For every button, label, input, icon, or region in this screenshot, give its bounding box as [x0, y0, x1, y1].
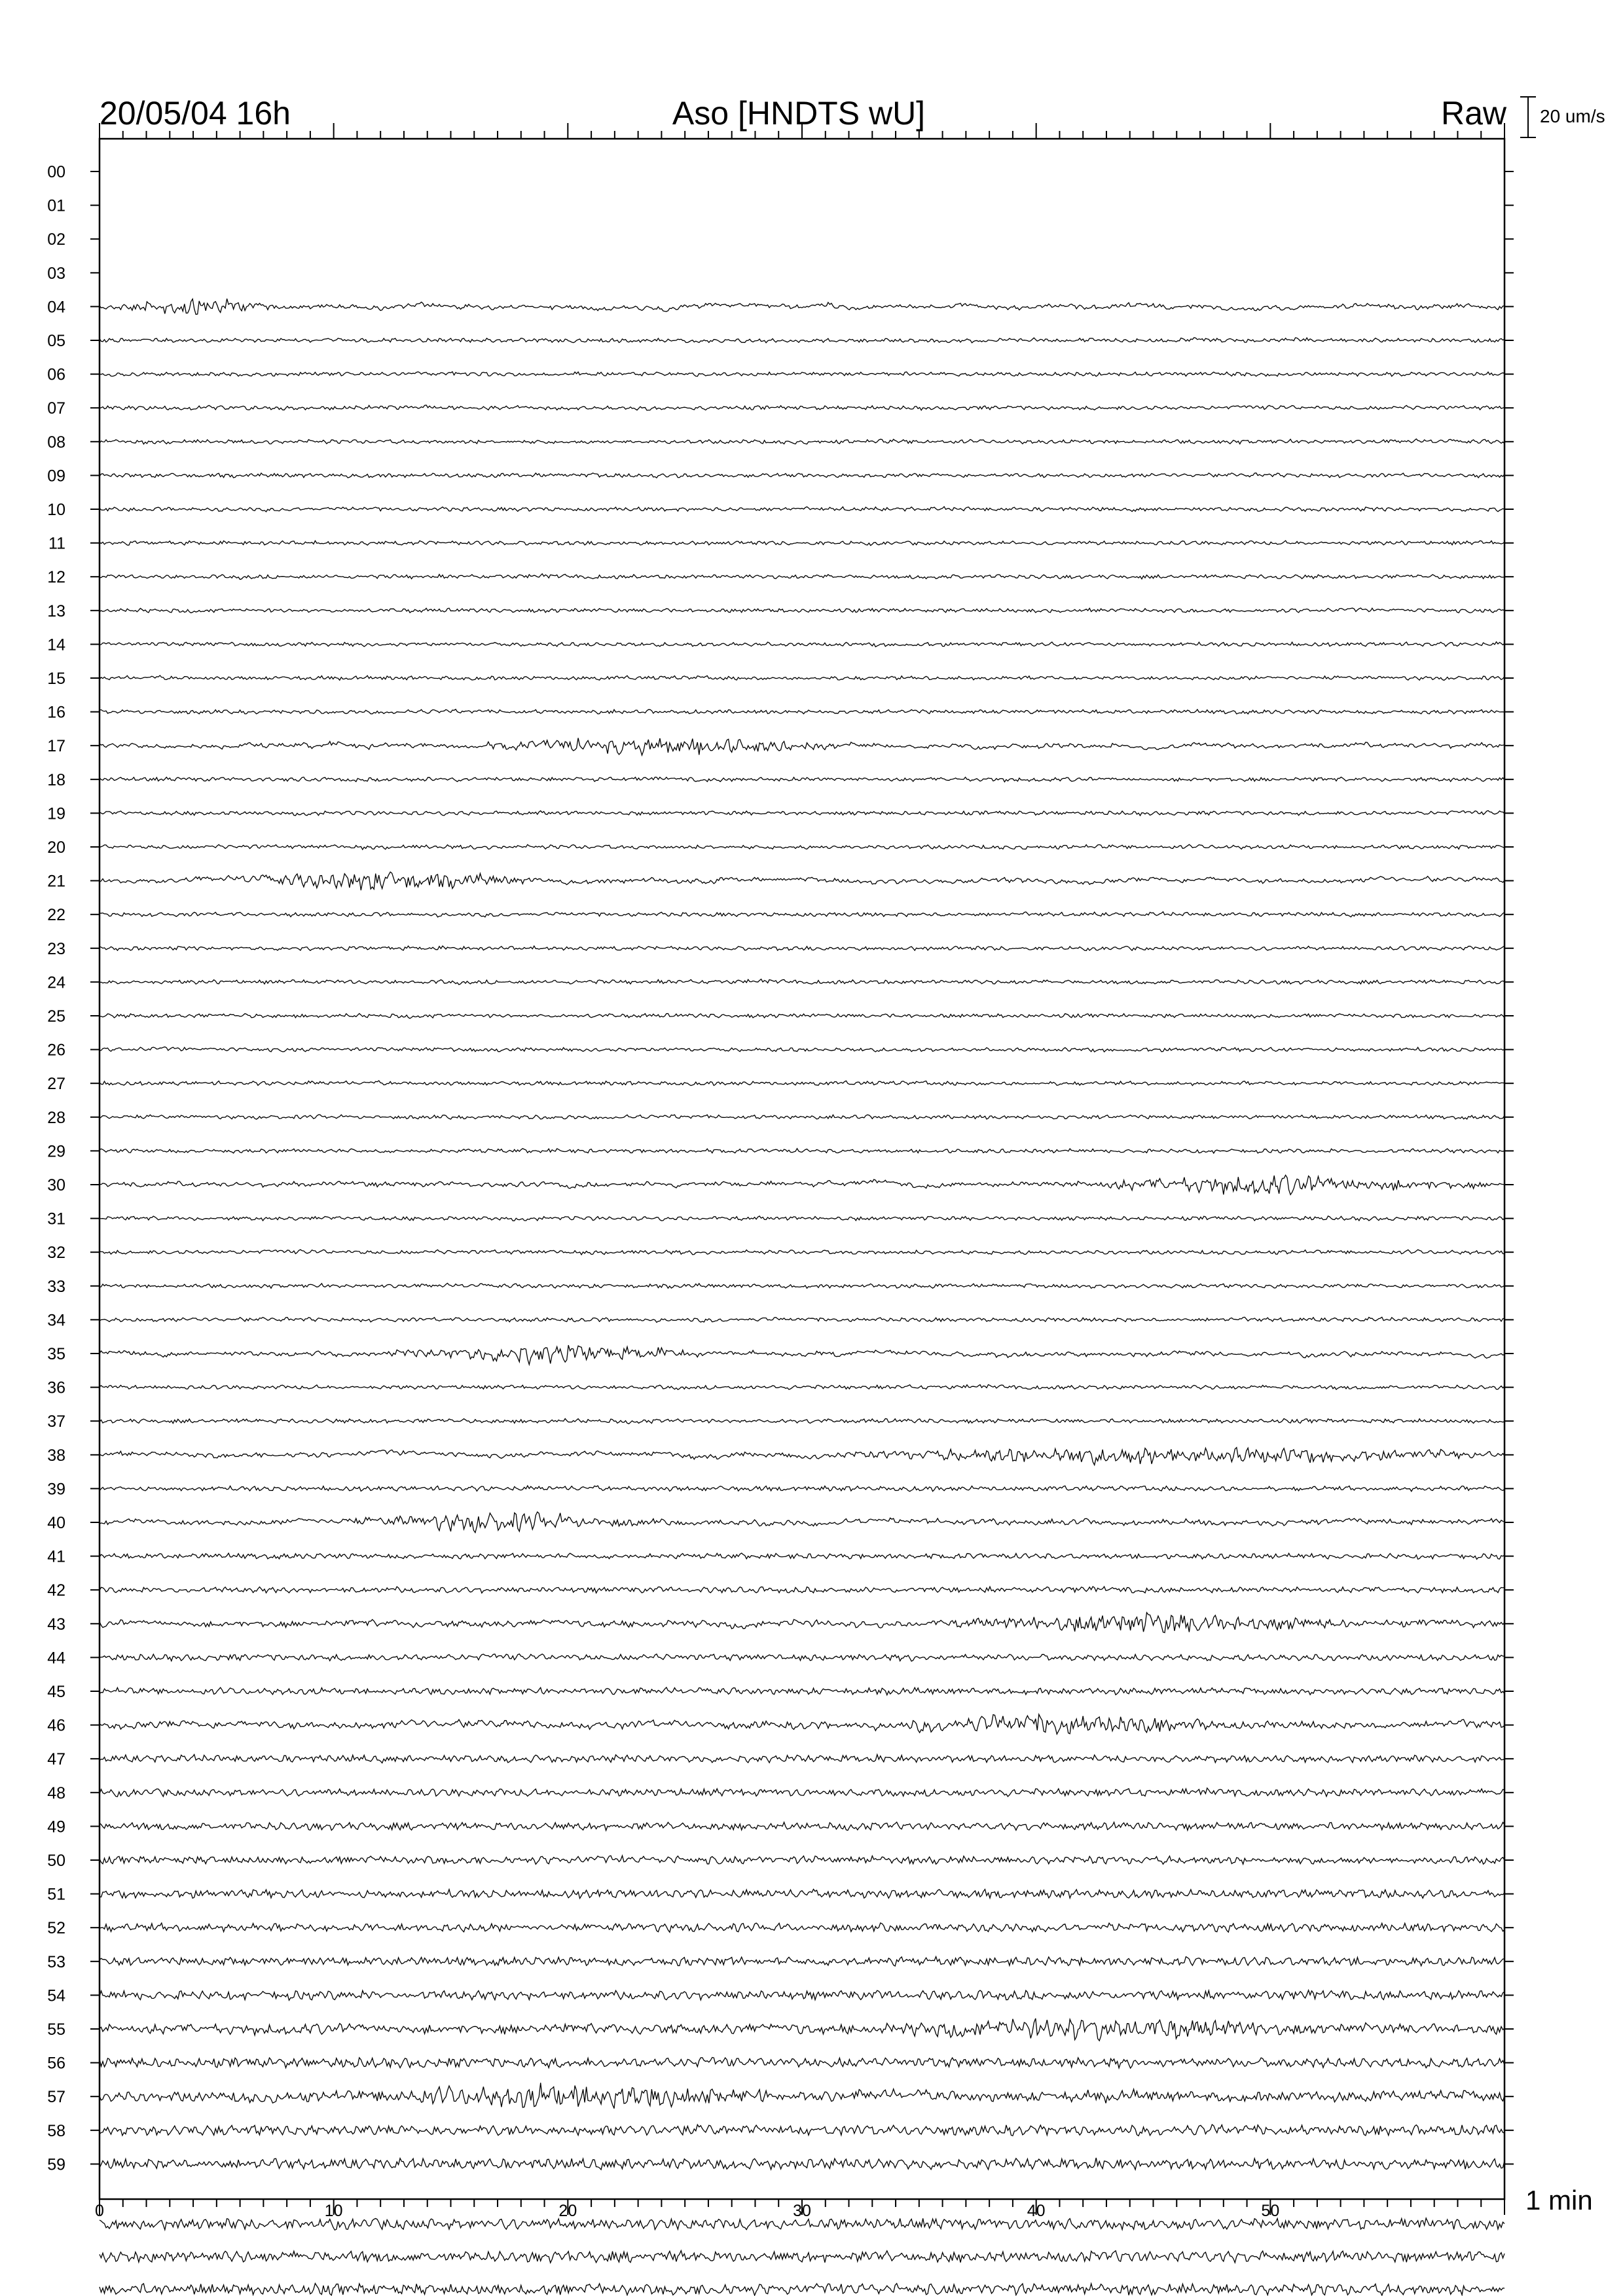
row-label: 18 — [47, 770, 65, 789]
row-label: 01 — [47, 196, 65, 215]
row-label: 59 — [47, 2155, 65, 2174]
row-label: 32 — [47, 1244, 65, 1263]
trace-53 — [100, 1957, 1504, 1966]
trace-29 — [100, 1149, 1504, 1153]
row-label: 43 — [47, 1615, 65, 1634]
row-label: 17 — [47, 737, 65, 756]
trace-40 — [100, 1512, 1504, 1533]
trace-38 — [100, 1448, 1504, 1465]
row-label: 34 — [47, 1311, 65, 1330]
trace-52 — [100, 1923, 1504, 1932]
trace-43 — [100, 1613, 1504, 1633]
trace-10 — [100, 507, 1504, 512]
trace-04 — [100, 298, 1504, 314]
row-label: 03 — [47, 264, 65, 283]
row-label: 20 — [47, 838, 65, 857]
row-label: 54 — [47, 1986, 65, 2005]
trace-05 — [100, 338, 1504, 343]
row-label: 24 — [47, 973, 65, 992]
row-label: 55 — [47, 2020, 65, 2039]
row-label: 06 — [47, 365, 65, 384]
row-label: 35 — [47, 1345, 65, 1363]
row-label: 26 — [47, 1041, 65, 1060]
row-label: 38 — [47, 1446, 65, 1465]
row-label: 10 — [47, 501, 65, 519]
row-label: 50 — [47, 1852, 65, 1870]
row-label: 09 — [47, 467, 65, 486]
row-label: 21 — [47, 872, 65, 891]
row-label: 40 — [47, 1514, 65, 1532]
trace-07 — [100, 405, 1504, 410]
trace-54 — [100, 1990, 1504, 2000]
trace-21 — [100, 872, 1504, 890]
trace-37 — [100, 1419, 1504, 1424]
trace-31 — [100, 1216, 1504, 1221]
row-label: 49 — [47, 1818, 65, 1837]
date-hour-title: 20/05/04 16h — [100, 95, 291, 132]
row-label: 12 — [47, 568, 65, 587]
trace-55 — [100, 2018, 1504, 2041]
trace-41 — [100, 1553, 1504, 1560]
trace-28 — [100, 1115, 1504, 1119]
trace-extra — [100, 2251, 1504, 2263]
trace-25 — [100, 1014, 1504, 1019]
row-label: 36 — [47, 1378, 65, 1397]
trace-58 — [100, 2125, 1504, 2136]
trace-15 — [100, 675, 1504, 680]
row-label: 29 — [47, 1142, 65, 1161]
trace-12 — [100, 574, 1504, 580]
trace-59 — [100, 2158, 1504, 2170]
trace-57 — [100, 2083, 1504, 2108]
station-title: Aso [HNDTS wU] — [672, 95, 926, 132]
trace-36 — [100, 1385, 1504, 1390]
trace-35 — [100, 1345, 1504, 1365]
row-label: 08 — [47, 433, 65, 452]
row-label: 28 — [47, 1108, 65, 1127]
mode-title: Raw — [1440, 95, 1506, 132]
trace-32 — [100, 1249, 1504, 1255]
trace-46 — [100, 1714, 1504, 1734]
x-tick-label: 50 — [1261, 2202, 1280, 2220]
trace-26 — [100, 1047, 1504, 1052]
row-label: 51 — [47, 1885, 65, 1904]
row-label: 52 — [47, 1919, 65, 1938]
trace-09 — [100, 473, 1504, 478]
row-label: 02 — [47, 230, 65, 249]
trace-34 — [100, 1317, 1504, 1322]
trace-48 — [100, 1788, 1504, 1797]
trace-20 — [100, 844, 1504, 850]
trace-47 — [100, 1755, 1504, 1763]
row-label: 33 — [47, 1277, 65, 1296]
trace-11 — [100, 541, 1504, 545]
row-label: 39 — [47, 1480, 65, 1499]
trace-56 — [100, 2058, 1504, 2068]
row-label: 47 — [47, 1750, 65, 1769]
trace-44 — [100, 1654, 1504, 1661]
row-label: 23 — [47, 939, 65, 958]
row-label: 57 — [47, 2088, 65, 2107]
trace-17 — [100, 738, 1504, 755]
trace-06 — [100, 372, 1504, 376]
row-label: 42 — [47, 1581, 65, 1600]
x-tick-label: 10 — [324, 2202, 343, 2220]
row-label: 41 — [47, 1547, 65, 1566]
row-label: 48 — [47, 1784, 65, 1803]
row-label: 37 — [47, 1412, 65, 1431]
row-label: 31 — [47, 1210, 65, 1229]
trace-30 — [100, 1175, 1504, 1194]
trace-19 — [100, 811, 1504, 816]
trace-24 — [100, 979, 1504, 984]
x-tick-label: 0 — [95, 2202, 104, 2220]
trace-18 — [100, 777, 1504, 781]
row-label: 58 — [47, 2121, 65, 2140]
row-label: 04 — [47, 298, 65, 317]
row-label: 11 — [48, 534, 65, 553]
row-label: 16 — [47, 703, 65, 722]
row-label: 27 — [47, 1075, 65, 1094]
x-tick-label: 20 — [558, 2202, 577, 2220]
trace-27 — [100, 1081, 1504, 1086]
trace-33 — [100, 1283, 1504, 1289]
trace-39 — [100, 1486, 1504, 1492]
x-tick-label: 30 — [793, 2202, 811, 2220]
row-label: 45 — [47, 1683, 65, 1701]
row-label: 30 — [47, 1176, 65, 1194]
row-label: 07 — [47, 399, 65, 418]
trace-49 — [100, 1822, 1504, 1831]
trace-45 — [100, 1687, 1504, 1695]
trace-14 — [100, 642, 1504, 647]
row-label: 53 — [47, 1952, 65, 1971]
row-label: 56 — [47, 2054, 65, 2073]
row-label: 25 — [47, 1007, 65, 1026]
plot-frame — [100, 139, 1504, 2199]
trace-50 — [100, 1856, 1504, 1864]
trace-22 — [100, 912, 1504, 917]
trace-08 — [100, 439, 1504, 444]
trace-42 — [100, 1587, 1504, 1593]
x-axis-unit-label: 1 min — [1525, 2185, 1593, 2215]
trace-extra — [100, 2284, 1504, 2295]
trace-16 — [100, 709, 1504, 714]
row-label: 13 — [47, 601, 65, 620]
trace-23 — [100, 946, 1504, 950]
row-label: 44 — [47, 1649, 65, 1668]
row-label: 15 — [47, 670, 65, 688]
row-label: 19 — [47, 804, 65, 823]
amplitude-scale-label: 20 um/s — [1540, 106, 1605, 126]
x-tick-label: 40 — [1027, 2202, 1046, 2220]
row-label: 05 — [47, 332, 65, 350]
row-label: 22 — [47, 906, 65, 925]
trace-13 — [100, 608, 1504, 613]
row-label: 14 — [47, 636, 65, 655]
trace-51 — [100, 1890, 1504, 1899]
row-label: 46 — [47, 1716, 65, 1735]
row-label: 00 — [47, 163, 65, 181]
